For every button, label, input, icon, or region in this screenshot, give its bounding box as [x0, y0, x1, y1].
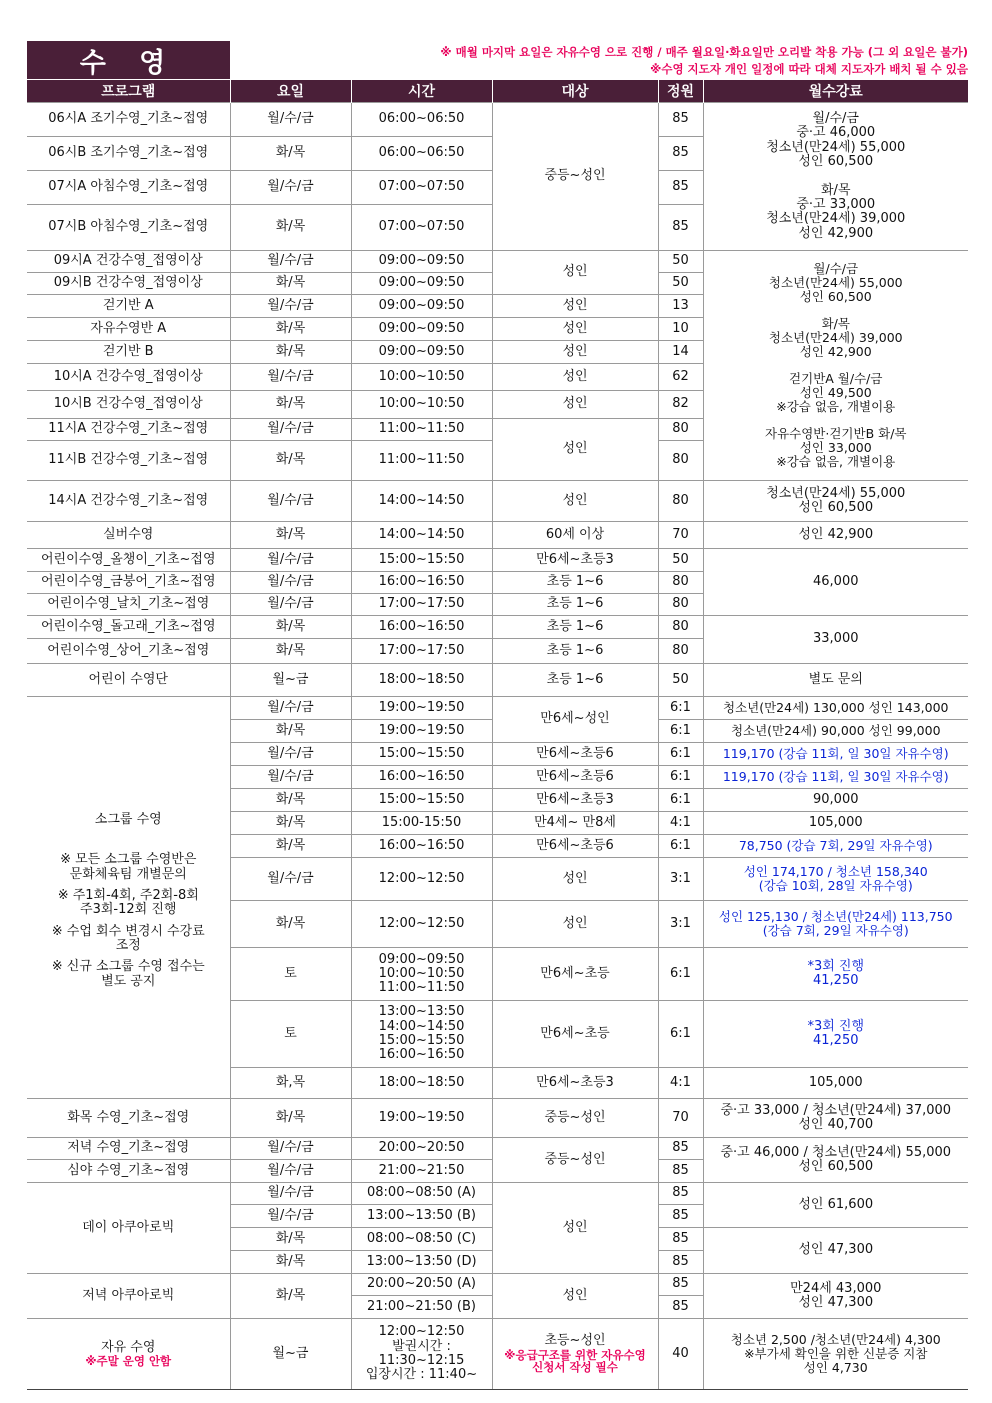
capacity-cell: 40 — [658, 1319, 703, 1390]
fee-cell: 중·고 46,000 / 청소년(만24세) 55,000 성인 60,500 — [703, 1138, 968, 1183]
capacity-cell: 85 — [658, 1183, 703, 1205]
header-time: 시간 — [351, 80, 492, 103]
days-cell: 월/수/금 — [230, 697, 351, 720]
capacity-cell: 85 — [658, 137, 703, 171]
days-cell: 월/수/금 — [230, 572, 351, 594]
fee-cell: *3회 진행 41,250 — [703, 948, 968, 1001]
days-cell: 월/수/금 — [230, 364, 351, 391]
days-cell: 화/목 — [230, 901, 351, 948]
smallgroup-note: ※ 주1회-4회, 주2회-8회 주3회-12회 진행 — [57, 888, 199, 918]
days-cell: 화/목 — [230, 639, 351, 664]
fee-cell: 119,170 (강습 11회, 일 30일 자유수영) — [703, 766, 968, 789]
capacity-cell: 80 — [658, 419, 703, 441]
time-cell: 20:00~20:50 — [351, 1138, 492, 1160]
time-cell: 06:00~06:50 — [351, 137, 492, 171]
days-cell: 월/수/금 — [230, 766, 351, 789]
capacity-cell: 3:1 — [658, 858, 703, 901]
program-cell: 자유수영반 A — [27, 318, 230, 341]
time-cell: 19:00~19:50 — [351, 720, 492, 743]
days-cell: 화/목 — [230, 522, 351, 549]
target-cell: 중등~성인 — [492, 103, 658, 251]
time-cell: 19:00~19:50 — [351, 1099, 492, 1138]
capacity-cell: 6:1 — [658, 948, 703, 1001]
fee-cell: 월/수/금 중·고 46,000 청소년(만24세) 55,000 성인 60,500 화/목 중·고 33,000 청소년(만24세) 39,000 성인 42,900 — [703, 103, 968, 251]
time-cell: 14:00~14:50 — [351, 522, 492, 549]
capacity-cell: 6:1 — [658, 743, 703, 766]
capacity-cell: 80 — [658, 441, 703, 481]
header-fee: 월수강료 — [703, 80, 968, 103]
program-cell: 어린이수영_금붕어_기초~접영 — [27, 572, 230, 594]
days-cell: 월/수/금 — [230, 743, 351, 766]
page-title: 수 영 — [27, 41, 230, 79]
smallgroup-note: ※ 모든 소그룹 수영반은 문화체육팀 개별문의 — [60, 852, 197, 882]
days-cell: 월/수/금 — [230, 295, 351, 318]
program-cell — [27, 1319, 230, 1390]
fee-cell: 78,750 (강습 7회, 29일 자유수영) — [703, 835, 968, 858]
table-row — [27, 103, 968, 137]
capacity-cell: 85 — [658, 205, 703, 251]
capacity-cell: 85 — [658, 1296, 703, 1319]
program-cell: 어린이수영_올챙이_기초~접영 — [27, 549, 230, 572]
time-cell: 17:00~17:50 — [351, 639, 492, 664]
target-cell: 성인 — [492, 1183, 658, 1274]
capacity-cell: 6:1 — [658, 789, 703, 812]
time-cell: 07:00~07:50 — [351, 205, 492, 251]
target-cell: 초등 1~6 — [492, 594, 658, 616]
capacity-cell: 85 — [658, 1274, 703, 1296]
time-cell: 09:00~09:50 — [351, 341, 492, 364]
header-row — [27, 80, 968, 103]
capacity-cell: 82 — [658, 391, 703, 419]
days-cell: 월/수/금 — [230, 1205, 351, 1228]
days-cell: 화/목 — [230, 835, 351, 858]
fee-cell: 성인 125,130 / 청소년(만24세) 113,750 (강습 7회, 29일 자유수영) — [703, 901, 968, 948]
target-cell: 성인 — [492, 419, 658, 481]
program-cell: 실버수영 — [27, 522, 230, 549]
capacity-cell: 80 — [658, 594, 703, 616]
capacity-cell: 80 — [658, 616, 703, 639]
capacity-cell: 85 — [658, 1138, 703, 1160]
program-cell: 어린이수영_상어_기초~접영 — [27, 639, 230, 664]
program-cell: 저녁 수영_기초~접영 — [27, 1138, 230, 1160]
time-cell: 15:00~15:50 — [351, 789, 492, 812]
capacity-cell: 3:1 — [658, 901, 703, 948]
days-cell: 화/목 — [230, 341, 351, 364]
time-cell: 16:00~16:50 — [351, 835, 492, 858]
target-cell: 만6세~초등 — [492, 948, 658, 1001]
time-cell: 08:00~08:50 (C) — [351, 1228, 492, 1251]
capacity-cell: 4:1 — [658, 812, 703, 835]
target-cell: 만6세~초등3 — [492, 1068, 658, 1099]
days-cell: 화/목 — [230, 137, 351, 171]
time-cell: 16:00~16:50 — [351, 766, 492, 789]
fee-cell: 105,000 — [703, 812, 968, 835]
fee-cell: 청소년(만24세) 55,000 성인 60,500 — [703, 481, 968, 522]
schedule-table — [27, 80, 968, 1390]
days-cell: 월/수/금 — [230, 251, 351, 273]
target-cell: 초등 1~6 — [492, 572, 658, 594]
time-cell: 06:00~06:50 — [351, 103, 492, 137]
header-target: 대상 — [492, 80, 658, 103]
fee-cell: 별도 문의 — [703, 664, 968, 697]
program-cell: 저녁 아쿠아로빅 — [27, 1274, 230, 1319]
target-cell: 성인 — [492, 341, 658, 364]
free-swim-note: ※주말 운영 안함 — [85, 1353, 172, 1368]
days-cell: 화/목 — [230, 273, 351, 295]
table-row — [27, 616, 968, 639]
days-cell: 화/목 — [230, 789, 351, 812]
fee-cell: *3회 진행 41,250 — [703, 1001, 968, 1068]
target-cell: 초등 1~6 — [492, 664, 658, 697]
days-cell: 화/목 — [230, 391, 351, 419]
time-cell: 13:00~13:50 (D) — [351, 1251, 492, 1274]
days-cell: 화/목 — [230, 441, 351, 481]
table-row — [27, 1183, 968, 1205]
time-cell: 12:00~12:50 — [351, 901, 492, 948]
table-row — [27, 1274, 968, 1296]
program-cell: 어린이수영_돌고래_기초~접영 — [27, 616, 230, 639]
time-cell: 15:00-15:50 — [351, 812, 492, 835]
days-cell: 월/수/금 — [230, 103, 351, 137]
days-cell: 토 — [230, 1001, 351, 1068]
notice-line-1: ※ 매월 마지막 요일은 자유수영 으로 진행 / 매주 월요일·화요일만 오리발 착용 가능 (그 외 요일은 불가) — [440, 45, 968, 59]
fee-cell: 중·고 33,000 / 청소년(만24세) 37,000 성인 40,700 — [703, 1099, 968, 1138]
days-cell: 월/수/금 — [230, 1183, 351, 1205]
target-cell: 성인 — [492, 364, 658, 391]
target-cell: 만6세~초등3 — [492, 549, 658, 572]
time-cell: 15:00~15:50 — [351, 549, 492, 572]
target-cell: 성인 — [492, 295, 658, 318]
time-cell: 11:00~11:50 — [351, 419, 492, 441]
days-cell: 월/수/금 — [230, 171, 351, 205]
target-cell: 만6세~초등6 — [492, 766, 658, 789]
free-swim-name: 자유 수영 — [101, 1339, 156, 1355]
target-cell: 만4세~ 만8세 — [492, 812, 658, 835]
capacity-cell: 14 — [658, 341, 703, 364]
days-cell: 화/목 — [230, 205, 351, 251]
capacity-cell: 4:1 — [658, 1068, 703, 1099]
capacity-cell: 70 — [658, 1099, 703, 1138]
capacity-cell: 50 — [658, 251, 703, 273]
capacity-cell: 80 — [658, 639, 703, 664]
program-cell: 11시B 건강수영_기초~접영 — [27, 441, 230, 481]
program-cell: 09시B 건강수영_접영이상 — [27, 273, 230, 295]
days-cell: 화/목 — [230, 1099, 351, 1138]
time-cell: 09:00~09:50 — [351, 273, 492, 295]
time-cell: 10:00~10:50 — [351, 391, 492, 419]
fee-cell: 성인 47,300 — [703, 1228, 968, 1274]
program-cell: 어린이수영_날치_기초~접영 — [27, 594, 230, 616]
days-cell: 화/목 — [230, 1274, 351, 1319]
header-capacity: 정원 — [658, 80, 703, 103]
program-cell: 어린이 수영단 — [27, 664, 230, 697]
header-days: 요일 — [230, 80, 351, 103]
target-cell: 만6세~초등 — [492, 1001, 658, 1068]
fee-cell: 만24세 43,000 성인 47,300 — [703, 1274, 968, 1319]
days-cell: 월/수/금 — [230, 481, 351, 522]
days-cell: 월/수/금 — [230, 858, 351, 901]
program-cell: 화목 수영_기초~접영 — [27, 1099, 230, 1138]
smallgroup-note: ※ 신규 소그룹 수영 접수는 별도 공지 — [51, 959, 205, 989]
table-row — [27, 1138, 968, 1160]
days-cell: 화,목 — [230, 1068, 351, 1099]
table-row — [27, 481, 968, 522]
smallgroup-cell — [27, 697, 230, 1099]
days-cell: 월/수/금 — [230, 549, 351, 572]
time-cell: 09:00~09:50 10:00~10:50 11:00~11:50 — [351, 948, 492, 1001]
table-row — [27, 549, 968, 572]
days-cell: 화/목 — [230, 1251, 351, 1274]
time-cell: 21:00~21:50 — [351, 1160, 492, 1183]
target-cell: 만6세~초등3 — [492, 789, 658, 812]
table-row — [27, 251, 968, 273]
days-cell: 토 — [230, 948, 351, 1001]
days-cell: 월/수/금 — [230, 1160, 351, 1183]
days-cell: 월/수/금 — [230, 1138, 351, 1160]
time-cell: 10:00~10:50 — [351, 364, 492, 391]
header-program: 프로그램 — [27, 80, 230, 103]
capacity-cell: 85 — [658, 1160, 703, 1183]
capacity-cell: 80 — [658, 572, 703, 594]
time-cell: 12:00~12:50 발권시간 : 11:30~12:15 입장시간 : 11:40~ — [351, 1319, 492, 1390]
target-cell: 성인 — [492, 858, 658, 901]
capacity-cell: 6:1 — [658, 835, 703, 858]
fee-cell: 33,000 — [703, 616, 968, 664]
days-cell: 월/수/금 — [230, 594, 351, 616]
time-cell: 20:00~20:50 (A) — [351, 1274, 492, 1296]
time-cell: 18:00~18:50 — [351, 1068, 492, 1099]
notice-line-2: ※수영 지도자 개인 일정에 따라 대체 지도자가 배치 될 수 있음 — [650, 62, 968, 76]
program-cell: 걷기반 A — [27, 295, 230, 318]
target-cell: 성인 — [492, 901, 658, 948]
time-cell: 16:00~16:50 — [351, 616, 492, 639]
program-cell: 06시B 조기수영_기초~접영 — [27, 137, 230, 171]
target-cell: 성인 — [492, 481, 658, 522]
days-cell: 화/목 — [230, 1228, 351, 1251]
capacity-cell: 10 — [658, 318, 703, 341]
days-cell: 월/수/금 — [230, 419, 351, 441]
days-cell: 화/목 — [230, 318, 351, 341]
capacity-cell: 85 — [658, 1205, 703, 1228]
target-cell: 초등 1~6 — [492, 639, 658, 664]
program-cell: 10시A 건강수영_접영이상 — [27, 364, 230, 391]
time-cell: 13:00~13:50 14:00~14:50 15:00~15:50 16:00~16:50 — [351, 1001, 492, 1068]
time-cell: 15:00~15:50 — [351, 743, 492, 766]
time-cell: 21:00~21:50 (B) — [351, 1296, 492, 1319]
capacity-cell: 13 — [658, 295, 703, 318]
capacity-cell: 6:1 — [658, 697, 703, 720]
days-cell: 화/목 — [230, 720, 351, 743]
program-cell: 06시A 조기수영_기초~접영 — [27, 103, 230, 137]
table-row — [27, 1319, 968, 1390]
fee-cell: 청소년(만24세) 90,000 성인 99,000 — [703, 720, 968, 743]
capacity-cell: 6:1 — [658, 766, 703, 789]
fee-cell: 46,000 — [703, 549, 968, 616]
time-cell: 18:00~18:50 — [351, 664, 492, 697]
target-cell: 성인 — [492, 318, 658, 341]
fee-cell: 90,000 — [703, 789, 968, 812]
target-cell: 성인 — [492, 1274, 658, 1319]
capacity-cell: 80 — [658, 481, 703, 522]
fee-cell: 성인 174,170 / 청소년 158,340 (강습 10회, 28일 자유수영) — [703, 858, 968, 901]
fee-cell: 청소년(만24세) 130,000 성인 143,000 — [703, 697, 968, 720]
capacity-cell: 6:1 — [658, 1001, 703, 1068]
days-cell: 화/목 — [230, 812, 351, 835]
time-cell: 09:00~09:50 — [351, 318, 492, 341]
days-cell: 월~금 — [230, 1319, 351, 1390]
fee-cell: 월/수/금 청소년(만24세) 55,000 성인 60,500 화/목 청소년(만24세) 39,000 성인 42,900 걷기반A 월/수/금 성인 49,500 ※강습 없음, 개별이용 자유수영반·걷기반B 화/목 성인 33,000 ※강습 없음, 개별이용 — [703, 251, 968, 481]
program-cell: 07시A 아침수영_기초~접영 — [27, 171, 230, 205]
program-cell: 11시A 건강수영_기초~접영 — [27, 419, 230, 441]
target-cell — [492, 1319, 658, 1390]
program-cell: 07시B 아침수영_기초~접영 — [27, 205, 230, 251]
capacity-cell: 85 — [658, 103, 703, 137]
target-cell: 60세 이상 — [492, 522, 658, 549]
target-cell: 중등~성인 — [492, 1138, 658, 1183]
time-cell: 13:00~13:50 (B) — [351, 1205, 492, 1228]
capacity-cell: 50 — [658, 549, 703, 572]
program-cell: 09시A 건강수영_접영이상 — [27, 251, 230, 273]
time-cell: 19:00~19:50 — [351, 697, 492, 720]
capacity-cell: 85 — [658, 1251, 703, 1274]
target-cell: 만6세~성인 — [492, 697, 658, 743]
target-cell: 성인 — [492, 251, 658, 295]
program-cell: 심야 수영_기초~접영 — [27, 1160, 230, 1183]
fee-cell: 성인 61,600 — [703, 1183, 968, 1228]
fee-cell: 119,170 (강습 11회, 일 30일 자유수영) — [703, 743, 968, 766]
target-cell: 성인 — [492, 391, 658, 419]
capacity-cell: 62 — [658, 364, 703, 391]
fee-cell: 청소년 2,500 /청소년(만24세) 4,300 ※부가세 확인을 위한 신분증 지참 성인 4,730 — [703, 1319, 968, 1390]
table-row — [27, 1099, 968, 1138]
time-cell: 12:00~12:50 — [351, 858, 492, 901]
table-row — [27, 522, 968, 549]
days-cell: 화/목 — [230, 616, 351, 639]
capacity-cell: 85 — [658, 171, 703, 205]
table-row — [27, 697, 968, 720]
time-cell: 16:00~16:50 — [351, 572, 492, 594]
free-swim-target-note: ※응급구조를 위한 자유수영 신청서 작성 필수 — [504, 1347, 646, 1375]
time-cell: 08:00~08:50 (A) — [351, 1183, 492, 1205]
capacity-cell: 70 — [658, 522, 703, 549]
target-cell: 만6세~초등6 — [492, 835, 658, 858]
target-cell: 초등 1~6 — [492, 616, 658, 639]
time-cell: 17:00~17:50 — [351, 594, 492, 616]
time-cell: 09:00~09:50 — [351, 295, 492, 318]
fee-cell: 성인 42,900 — [703, 522, 968, 549]
program-cell: 10시B 건강수영_접영이상 — [27, 391, 230, 419]
program-cell: 데이 아쿠아로빅 — [27, 1183, 230, 1274]
target-cell: 중등~성인 — [492, 1099, 658, 1138]
target-cell: 만6세~초등6 — [492, 743, 658, 766]
time-cell: 11:00~11:50 — [351, 441, 492, 481]
fee-cell: 105,000 — [703, 1068, 968, 1099]
capacity-cell: 6:1 — [658, 720, 703, 743]
program-cell: 걷기반 B — [27, 341, 230, 364]
program-cell: 14시A 건강수영_기초~접영 — [27, 481, 230, 522]
free-swim-target: 초등~성인 — [544, 1333, 606, 1349]
days-cell: 월~금 — [230, 664, 351, 697]
capacity-cell: 50 — [658, 273, 703, 295]
time-cell: 09:00~09:50 — [351, 251, 492, 273]
table-row — [27, 664, 968, 697]
capacity-cell: 85 — [658, 1228, 703, 1251]
time-cell: 14:00~14:50 — [351, 481, 492, 522]
capacity-cell: 50 — [658, 664, 703, 697]
smallgroup-note: ※ 수업 회수 변경시 수강료 조정 — [51, 923, 205, 953]
time-cell: 07:00~07:50 — [351, 171, 492, 205]
smallgroup-title: 소그룹 수영 — [94, 812, 162, 828]
